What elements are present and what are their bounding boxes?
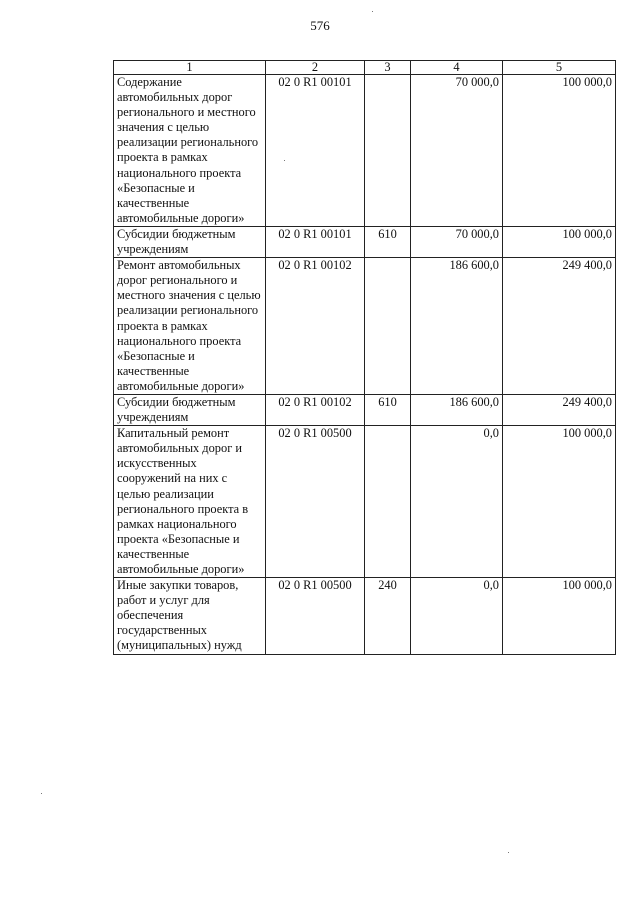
row-code-cell: 02 0 R1 00101 [266,75,365,227]
column-header-5: 5 [503,61,616,75]
row-value-2019-cell: 0,0 [411,578,503,654]
scan-dot [284,160,285,161]
row-code-cell: 02 0 R1 00102 [266,394,365,425]
row-type-cell: 240 [365,578,411,654]
row-name-cell: Субсидии бюджетным учреждениям [114,394,266,425]
table-row [114,394,616,425]
scan-dot [508,852,509,853]
row-name-cell: Содержание автомобильных дорог регионального и местного значения с целью реализации регионального проекта в рамках национального проекта «Безопасные и качественные автомобильные дороги» [114,75,266,227]
column-header-1: 1 [114,61,266,75]
row-value-2019-cell: 186 600,0 [411,258,503,395]
scan-dot [372,11,373,12]
row-type-cell: 610 [365,226,411,257]
row-type-cell [365,75,411,227]
row-value-2019-cell: 70 000,0 [411,75,503,227]
table-row [114,578,616,654]
row-value-2019-cell: 70 000,0 [411,226,503,257]
scan-dot [41,793,42,794]
row-name-cell: Капитальный ремонт автомобильных дорог и искусственных сооружений на них с целью реализации регионального проекта в рамках национального проекта «Безопасные и качественные автомобильные дороги» [114,426,266,578]
row-value-2020-cell: 100 000,0 [503,226,616,257]
table-header-row [114,61,616,75]
table-row [114,426,616,578]
row-value-2019-cell: 0,0 [411,426,503,578]
row-code-cell: 02 0 R1 00500 [266,426,365,578]
row-value-2020-cell: 249 400,0 [503,394,616,425]
table-row [114,75,616,227]
row-name-cell: Ремонт автомобильных дорог регионального и местного значения с целью реализации регионального проекта в рамках национального проекта «Безопасные и качественные автомобильные дороги» [114,258,266,395]
row-name-cell: Иные закупки товаров, работ и услуг для обеспечения государственных (муниципальных) нужд [114,578,266,654]
column-header-3: 3 [365,61,411,75]
budget-table [113,60,616,655]
row-value-2020-cell: 100 000,0 [503,426,616,578]
row-value-2020-cell: 249 400,0 [503,258,616,395]
table-row [114,258,616,395]
row-type-cell [365,258,411,395]
row-value-2019-cell: 186 600,0 [411,394,503,425]
row-name-cell: Субсидии бюджетным учреждениям [114,226,266,257]
column-header-4: 4 [411,61,503,75]
page-number: 576 [310,18,330,33]
row-value-2020-cell: 100 000,0 [503,578,616,654]
row-code-cell: 02 0 R1 00101 [266,226,365,257]
row-type-cell [365,426,411,578]
table-row [114,226,616,257]
row-value-2020-cell: 100 000,0 [503,75,616,227]
row-code-cell: 02 0 R1 00102 [266,258,365,395]
row-type-cell: 610 [365,394,411,425]
column-header-2: 2 [266,61,365,75]
row-code-cell: 02 0 R1 00500 [266,578,365,654]
